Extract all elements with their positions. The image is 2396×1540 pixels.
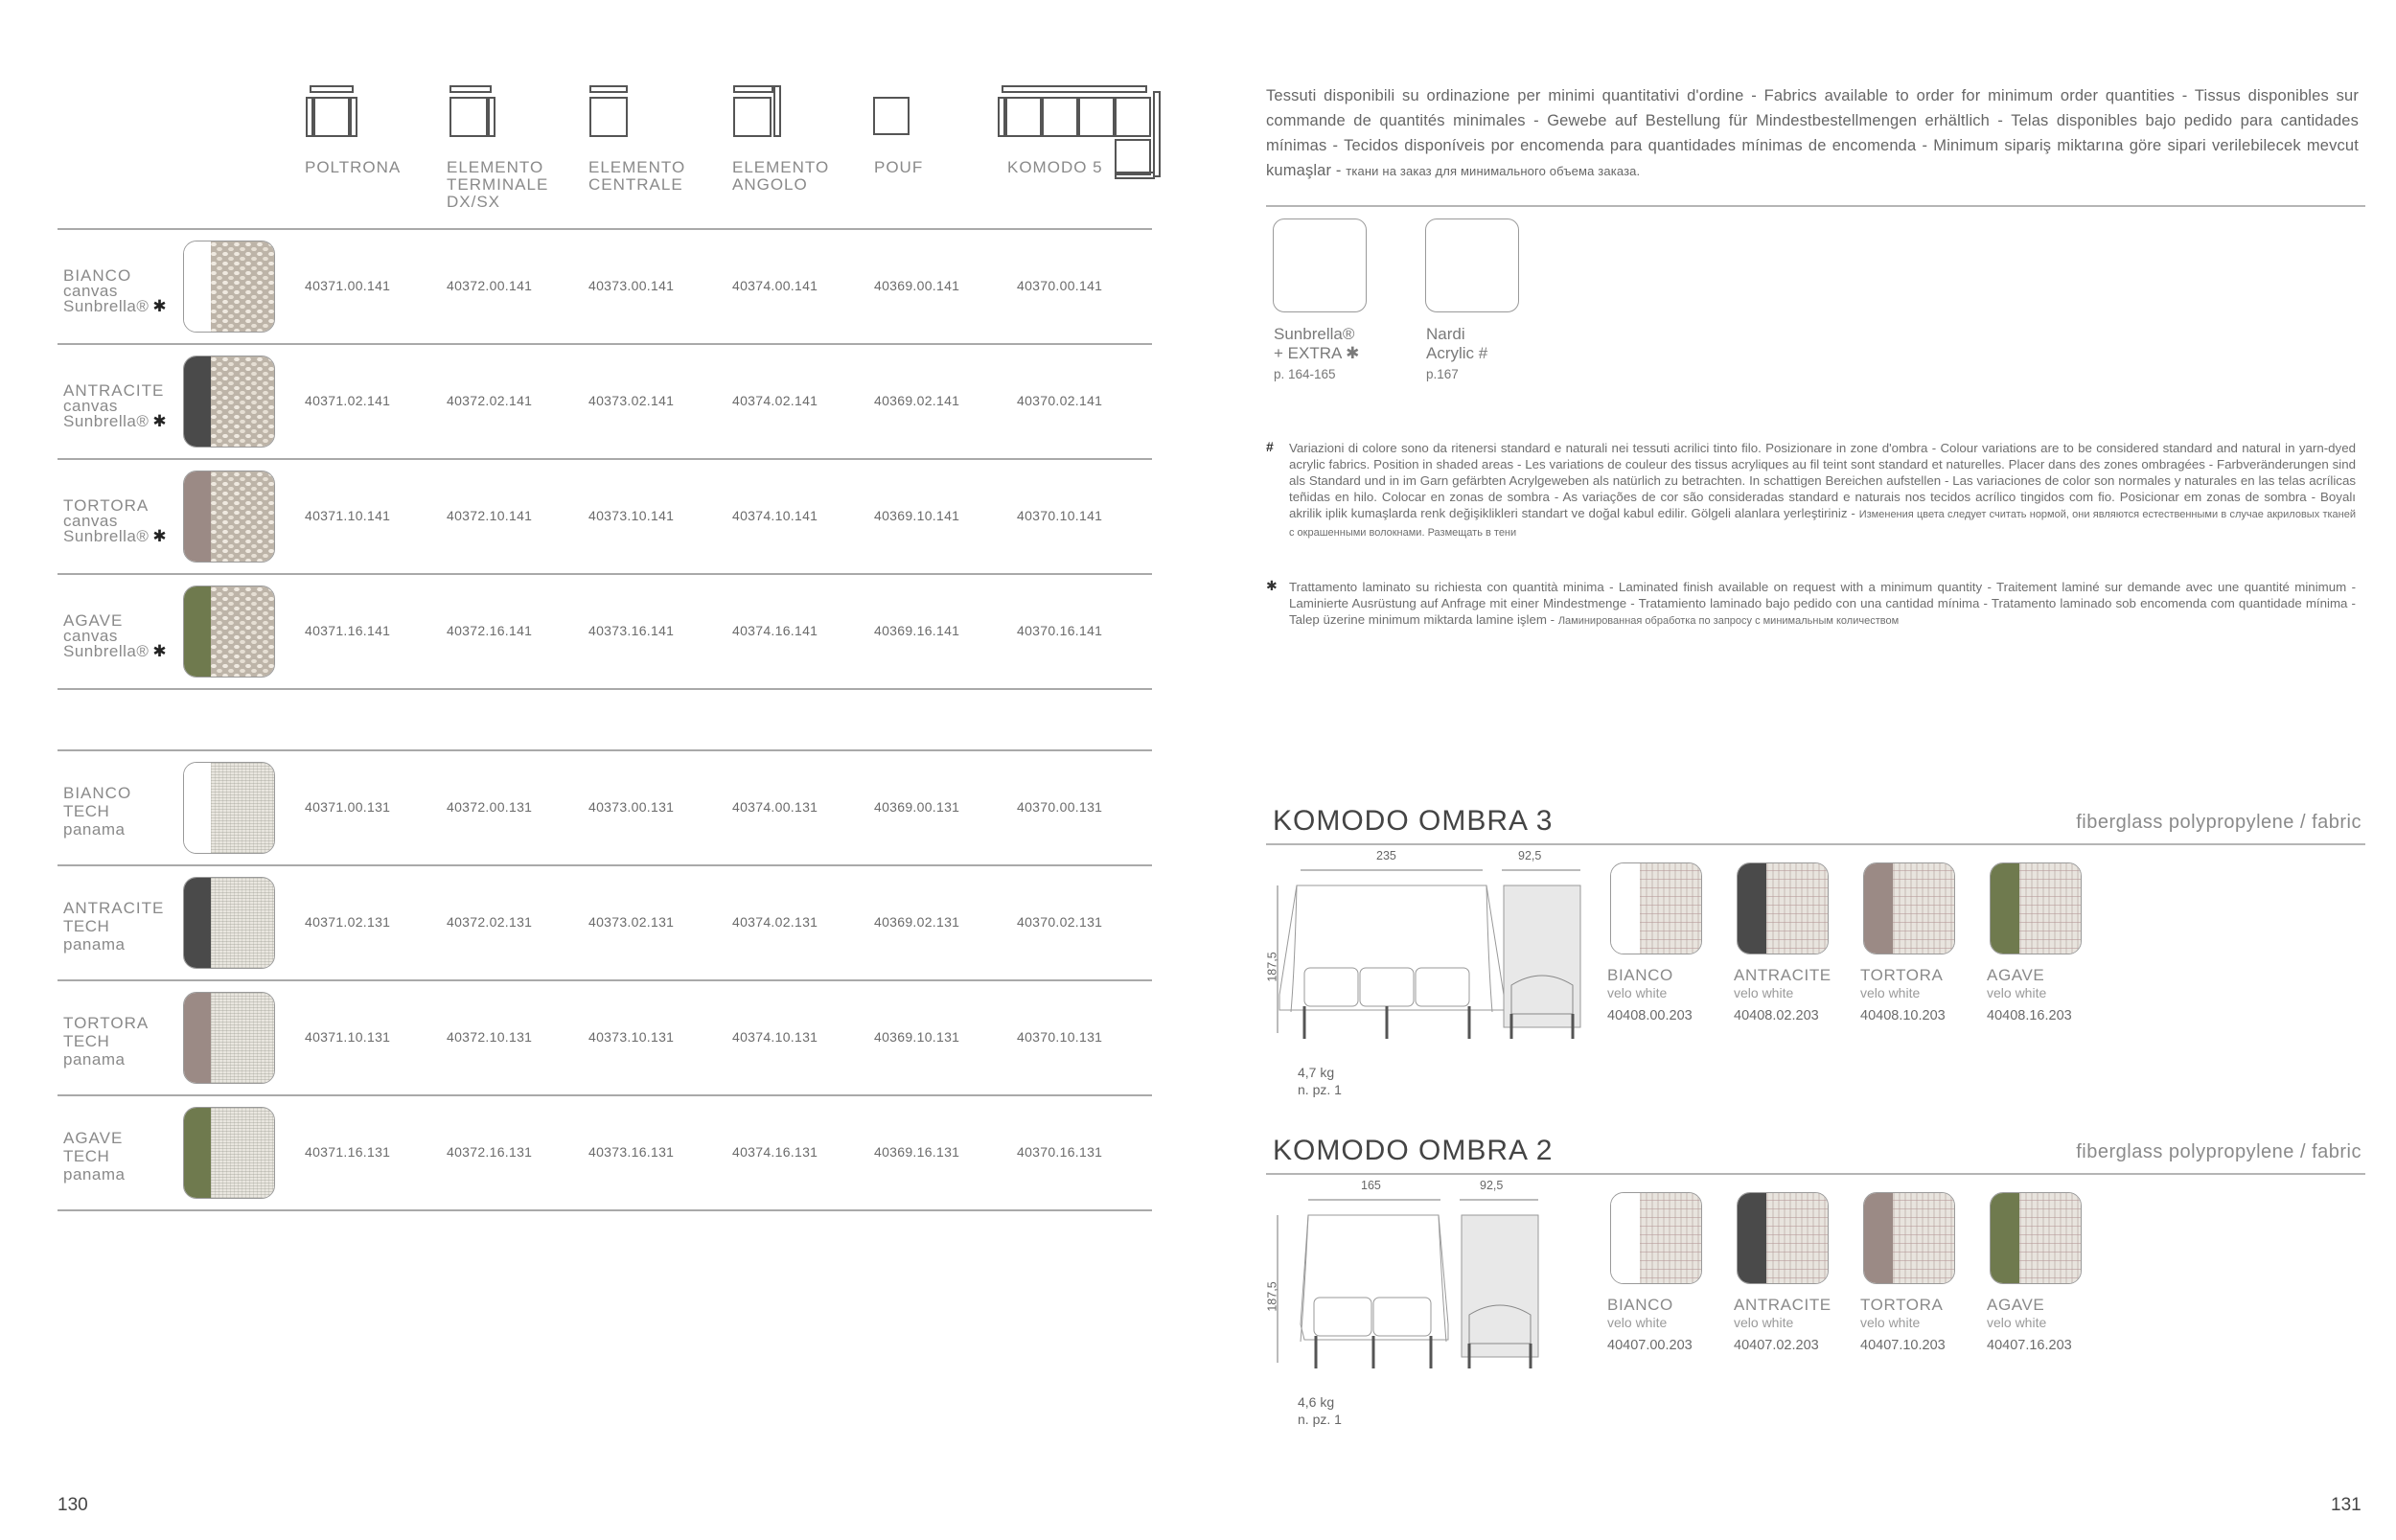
row-label: ANTRACITE TECH panama [63,899,165,954]
article-code: 40369.10.131 [874,1029,960,1045]
fabric-swatch [1737,1192,1829,1284]
table-rule [58,343,1152,345]
color-band [184,471,211,562]
fabric-swatch [1863,862,1955,954]
fabric-swatch [183,1107,275,1199]
article-code: 40374.02.131 [732,914,818,930]
col-head-poltrona: POLTRONA [305,158,402,176]
color-band [1611,1193,1640,1283]
article-code: 40370.10.131 [1017,1029,1103,1045]
ombra3-weight-info: 4,7 kg n. pz. 1 [1298,1065,1342,1097]
col-head-elemento-centrale: ELEMENTO CENTRALE [588,158,686,194]
fabric-texture [1640,863,1701,954]
color-band [1864,863,1893,954]
swatch-sub: velo white [1734,1315,1794,1330]
col-head-elemento-angolo: ELEMENTO ANGOLO [732,158,830,194]
extra-page-nardi: p.167 [1426,367,1459,381]
elemento-terminale-icon [447,84,496,142]
fabric-texture [1766,863,1828,954]
article-code: 40369.16.131 [874,1144,960,1160]
table-rule [58,573,1152,575]
article-code: 40373.02.131 [588,914,675,930]
fabric-texture [1640,1193,1701,1283]
fabric-texture [211,878,274,968]
fabric-swatch [183,992,275,1084]
table-rule [58,864,1152,866]
laminated-mark: ✱ [152,527,168,545]
note-laminated: Trattamento laminato su richiesta con quantità minima - Laminated finish available on request with a minimum quantity - Traitement laminé sur demande avec une quantité minimum - Laminierte Ausrüstung auf Anfrage mit einer Mindestmenge - Tratamiento laminado bajo pedido con una cantidad mínima - Tratamento laminado sob encomenda com quantidade mínima - Talep üzerine minimum miktarda lamine işlem - Ламинированная обработка по запросу с минимальным количеством [1289,580,2356,627]
article-code: 40369.00.141 [874,278,960,293]
article-code: 40408.00.203 [1607,1008,1693,1023]
article-code: 40370.16.141 [1017,623,1103,638]
color-band [184,356,211,447]
article-code: 40373.16.131 [588,1144,675,1160]
ombra2-divider [1266,1173,2365,1175]
divider [1266,205,2365,207]
article-code: 40374.10.141 [732,508,818,523]
color-band [1991,1193,2019,1283]
table-rule [58,749,1152,751]
swatch-sub: velo white [1860,1315,1921,1330]
swatch-name: BIANCO [1607,1296,1673,1314]
article-code: 40372.10.141 [447,508,533,523]
article-code: 40370.02.131 [1017,914,1103,930]
ombra3-drawing [1266,851,1592,1052]
fabric-swatch [183,356,275,448]
color-band [1738,863,1766,954]
ombra2-title: KOMODO OMBRA 2 [1273,1135,1554,1166]
color-band [184,763,211,853]
article-code: 40372.00.141 [447,278,533,293]
elemento-centrale-icon [588,84,631,142]
swatch-sub: velo white [1734,985,1794,1000]
intro-text: Tessuti disponibili su ordinazione per minimi quantitativi d'ordine - Fabrics available to order for minimum order quantities - Tissus disponibles sur commande de quantités minimales - Gewebe auf Bestellung für Mindestbestellmengen erhältlich - Telas disponibles bajo pedido para cantidades mínimas - Tecidos disponíveis por encomenda para quantidades mínimas de encomenda - Minimum sipariş miktarına göre sipari verilebilecek mevcut kumaşlar - ткани на заказ для минимального объема заказа. [1266,87,2359,179]
fabric-swatch [183,241,275,333]
article-code: 40373.00.131 [588,799,675,815]
article-code: 40371.16.141 [305,623,391,638]
article-code: 40373.16.141 [588,623,675,638]
article-code: 40369.16.141 [874,623,960,638]
article-code: 40371.10.131 [305,1029,391,1045]
table-rule [58,688,1152,690]
article-code: 40369.02.141 [874,393,960,408]
fabric-texture [1893,863,1954,954]
ombra2-weight-info: 4,6 kg n. pz. 1 [1298,1394,1342,1427]
fabric-swatch [183,586,275,678]
row-label: BIANCO canvas Sunbrella® ✱ [63,266,168,315]
article-code: 40369.00.131 [874,799,960,815]
article-code: 40373.10.141 [588,508,675,523]
fabric-texture [1766,1193,1828,1283]
pouf-icon [872,84,910,142]
fabric-swatch [1610,862,1702,954]
row-label: BIANCO TECH panama [63,784,132,839]
fabric-swatch [183,762,275,854]
ombra2-drawing [1266,1181,1573,1382]
table-rule [58,228,1152,230]
page-number-left: 130 [58,1495,88,1515]
elemento-angolo-icon [732,84,782,142]
article-code: 40369.10.141 [874,508,960,523]
row-label: TORTORA canvas Sunbrella® ✱ [63,496,168,545]
article-code: 40408.10.203 [1860,1008,1946,1023]
article-code: 40370.00.141 [1017,278,1103,293]
article-code: 40374.00.131 [732,799,818,815]
swatch-name: TORTORA [1860,1296,1944,1314]
color-band [1738,1193,1766,1283]
article-code: 40372.00.131 [447,799,533,815]
article-code: 40371.00.131 [305,799,391,815]
ombra2-width: 165 [1361,1179,1381,1192]
extra-swatch-sunbrella [1273,218,1367,312]
article-code: 40374.00.141 [732,278,818,293]
row-label: AGAVE TECH panama [63,1129,126,1184]
extra-page-sunbrella: p. 164-165 [1274,367,1336,381]
fabric-texture [2019,1193,2081,1283]
ombra3-divider [1266,843,2365,845]
fabric-swatch [1990,862,2082,954]
article-code: 40374.16.131 [732,1144,818,1160]
row-label: AGAVE canvas Sunbrella® ✱ [63,611,168,660]
table-rule [58,1209,1152,1211]
article-code: 40371.02.131 [305,914,391,930]
article-code: 40371.02.141 [305,393,391,408]
swatch-name: ANTRACITE [1734,966,1832,984]
article-code: 40371.10.141 [305,508,391,523]
article-code: 40370.10.141 [1017,508,1103,523]
color-band [184,586,211,677]
fabric-texture [2019,863,2081,954]
article-code: 40373.10.131 [588,1029,675,1045]
fabric-texture [1893,1193,1954,1283]
ombra3-depth: 92,5 [1518,849,1542,862]
laminated-mark: ✱ [152,297,168,315]
article-code: 40372.16.131 [447,1144,533,1160]
fabric-texture [211,763,274,853]
article-code: 40407.02.203 [1734,1338,1819,1353]
color-band [1864,1193,1893,1283]
color-band [184,878,211,968]
laminated-mark: ✱ [152,642,168,660]
swatch-name: TORTORA [1860,966,1944,984]
table-rule [58,1094,1152,1096]
swatch-name: AGAVE [1987,1296,2045,1314]
fabric-texture [211,471,274,562]
laminated-mark: ✱ [152,412,168,430]
table-rule [58,979,1152,981]
article-code: 40407.10.203 [1860,1338,1946,1353]
row-label: TORTORA TECH panama [63,1014,150,1069]
row-label: ANTRACITE canvas Sunbrella® ✱ [63,381,168,430]
article-code: 40373.00.141 [588,278,675,293]
color-band [184,241,211,332]
extra-label-nardi: Nardi Acrylic # [1426,325,1488,362]
ombra2-material: fiberglass polypropylene / fabric [2076,1141,2361,1162]
article-code: 40372.10.131 [447,1029,533,1045]
fabric-texture [211,241,274,332]
article-code: 40371.00.141 [305,278,391,293]
article-code: 40374.16.141 [732,623,818,638]
col-head-elemento-terminale: ELEMENTO TERMINALE DX/SX [447,158,549,211]
note-hash-mark: # [1266,439,1274,454]
article-code: 40408.02.203 [1734,1008,1819,1023]
page-number-right: 131 [2331,1495,2361,1515]
extra-swatch-nardi [1425,218,1519,312]
fabric-texture [211,1108,274,1198]
ombra3-width: 235 [1376,849,1396,862]
article-code: 40370.16.131 [1017,1144,1103,1160]
color-band [1991,863,2019,954]
ombra3-material: fiberglass polypropylene / fabric [2076,812,2361,833]
col-head-komodo-5: KOMODO 5 [1007,158,1103,176]
poltrona-icon [305,84,358,142]
swatch-sub: velo white [1607,1315,1668,1330]
ombra2-height: 187,5 [1265,1281,1279,1312]
article-code: 40372.02.141 [447,393,533,408]
note-color-variations: Variazioni di colore sono da ritenersi standard e naturali nei tessuti acrilici tinto filo. Posizionare in zone d'ombra - Colour variations are to be considered standard and natural in yarn-dyed acrylic fabrics. Position in shaded areas - Les variations de couleur des tissus acryliques au fil teint sont standard et naturelles. Placer dans des zones ombragées - Farbveränderungen sind als Standard und in im Garn gefärbten Acrylgeweben als natürlich zu betrachten. In schattigen Bereichen aufstellen - Las variaciones de color son normales y naturales en las telas acrílicas teñidas en hilo. Colocar en zonas de sombra - As variações de cor são consideradas standard e naturais nos tecidos acrílico tingidos com fio. Posicionar em zonas de sombra - Boyalı akrilik iplik kumaşlarda renk değişiklikleri standart ve doğal kabul edilir. Gölgeli alanlara yerleştiriniz - Изменения цвета следует считать нормой, они являются естественными в случае акриловых тканей с окрашенными волокнами. Размещать в тени [1289,441,2357,539]
article-code: 40373.02.141 [588,393,675,408]
fabric-texture [211,993,274,1083]
fabric-swatch [183,877,275,969]
article-code: 40370.02.141 [1017,393,1103,408]
ombra2-depth: 92,5 [1480,1179,1504,1192]
article-code: 40374.10.131 [732,1029,818,1045]
fabric-texture [211,586,274,677]
article-code: 40407.16.203 [1987,1338,2072,1353]
fabric-swatch [1737,862,1829,954]
article-code: 40408.16.203 [1987,1008,2072,1023]
fabric-swatch [183,471,275,563]
ombra3-title: KOMODO OMBRA 3 [1273,805,1554,837]
article-code: 40374.02.141 [732,393,818,408]
extra-label-sunbrella: Sunbrella® + EXTRA ✱ [1274,325,1360,362]
swatch-sub: velo white [1607,985,1668,1000]
swatch-name: AGAVE [1987,966,2045,984]
swatch-sub: velo white [1860,985,1921,1000]
swatch-sub: velo white [1987,985,2047,1000]
article-code: 40370.00.131 [1017,799,1103,815]
swatch-name: BIANCO [1607,966,1673,984]
swatch-sub: velo white [1987,1315,2047,1330]
article-code: 40372.16.141 [447,623,533,638]
article-code: 40369.02.131 [874,914,960,930]
fabric-swatch [1610,1192,1702,1284]
fabric-swatch [1863,1192,1955,1284]
fabric-swatch [1990,1192,2082,1284]
fabric-texture [211,356,274,447]
color-band [1611,863,1640,954]
ombra3-height: 187,5 [1265,952,1279,982]
table-rule [58,458,1152,460]
color-band [184,993,211,1083]
col-head-pouf: POUF [874,158,924,176]
article-code: 40371.16.131 [305,1144,391,1160]
article-code: 40372.02.131 [447,914,533,930]
swatch-name: ANTRACITE [1734,1296,1832,1314]
color-band [184,1108,211,1198]
article-code: 40407.00.203 [1607,1338,1693,1353]
note-star-mark: ✱ [1266,578,1278,593]
